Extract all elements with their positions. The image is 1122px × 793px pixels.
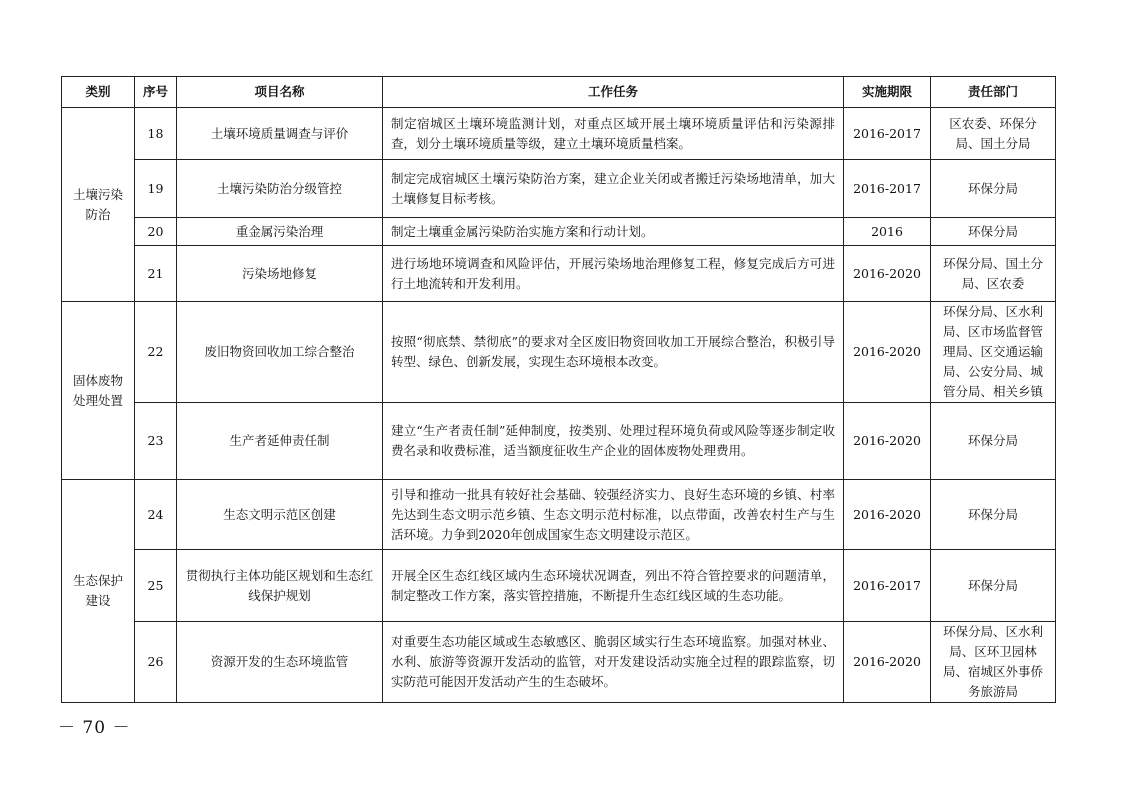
row-department: 环保分局 (931, 403, 1056, 480)
row-department: 环保分局 (931, 550, 1056, 622)
row-period: 2016-2020 (844, 403, 931, 480)
row-task: 开展全区生态红线区域内生态环境状况调查，列出不符合管控要求的问题清单，制定整改工作方案，落实管控措施，不断提升生态红线区域的生态功能。 (383, 550, 844, 622)
row-project-name: 生产者延伸责任制 (177, 403, 383, 480)
row-task: 制定完成宿城区土壤污染防治方案，建立企业关闭或者搬迁污染场地清单，加大土壤修复目标考核。 (383, 160, 844, 218)
row-number: 19 (135, 160, 177, 218)
header-period: 实施期限 (844, 77, 931, 108)
row-period: 2016-2017 (844, 160, 931, 218)
row-period: 2016-2020 (844, 622, 931, 703)
table-row (62, 622, 1056, 703)
header-department: 责任部门 (931, 77, 1056, 108)
header-category: 类别 (62, 77, 135, 108)
row-project-name: 资源开发的生态环境监管 (177, 622, 383, 703)
row-period: 2016-2020 (844, 246, 931, 302)
row-task: 对重要生态功能区域或生态敏感区、脆弱区域实行生态环境监察。加强对林业、水利、旅游等资源开发活动的监管，对开发建设活动实施全过程的跟踪监察，切实防范可能因开发活动产生的生态破坏。 (383, 622, 844, 703)
row-task: 引导和推动一批具有较好社会基础、较强经济实力、良好生态环境的乡镇、村率先达到生态文明示范乡镇、生态文明示范村标准，以点带面，改善农村生产与生活环境。力争到2020年创成国家生态文明建设示范区。 (383, 480, 844, 550)
row-task: 建立“生产者责任制”延伸制度，按类别、处理过程环境负荷或风险等逐步制定收费名录和收费标准，适当额度征收生产企业的固体废物处理费用。 (383, 403, 844, 480)
row-number: 23 (135, 403, 177, 480)
row-number: 21 (135, 246, 177, 302)
row-project-name: 生态文明示范区创建 (177, 480, 383, 550)
row-department: 环保分局 (931, 218, 1056, 246)
row-period: 2016-2020 (844, 302, 931, 403)
table-row (62, 160, 1056, 218)
row-department: 环保分局 (931, 480, 1056, 550)
row-project-name: 废旧物资回收加工综合整治 (177, 302, 383, 403)
row-period: 2016-2020 (844, 480, 931, 550)
table-row (62, 218, 1056, 246)
row-period: 2016 (844, 218, 931, 246)
header-task: 工作任务 (383, 77, 844, 108)
category-cell: 固体废物处理处置 (62, 302, 135, 480)
row-task: 制定土壤重金属污染防治实施方案和行动计划。 (383, 218, 844, 246)
row-number: 22 (135, 302, 177, 403)
row-number: 20 (135, 218, 177, 246)
row-department: 环保分局、区水利局、区环卫园林局、宿城区外事侨务旅游局 (931, 622, 1056, 703)
page-number: － 70 － (58, 718, 131, 738)
row-number: 25 (135, 550, 177, 622)
row-project-name: 重金属污染治理 (177, 218, 383, 246)
row-task: 进行场地环境调查和风险评估，开展污染场地治理修复工程，修复完成后方可进行土地流转和开发利用。 (383, 246, 844, 302)
table-row (62, 108, 1056, 160)
row-project-name: 贯彻执行主体功能区规划和生态红线保护规划 (177, 550, 383, 622)
row-task: 按照“彻底禁、禁彻底”的要求对全区废旧物资回收加工开展综合整治，积极引导转型、绿色、创新发展，实现生态环境根本改变。 (383, 302, 844, 403)
row-department: 环保分局、区水利局、区市场监督管理局、区交通运输局、公安分局、城管分局、相关乡镇 (931, 302, 1056, 403)
row-project-name: 土壤污染防治分级管控 (177, 160, 383, 218)
project-table (61, 76, 1056, 703)
row-task: 制定宿城区土壤环境监测计划，对重点区域开展土壤环境质量评估和污染源排查，划分土壤环境质量等级，建立土壤环境质量档案。 (383, 108, 844, 160)
header-number: 序号 (135, 77, 177, 108)
row-number: 18 (135, 108, 177, 160)
row-period: 2016-2017 (844, 108, 931, 160)
row-project-name: 污染场地修复 (177, 246, 383, 302)
table-row (62, 550, 1056, 622)
row-number: 26 (135, 622, 177, 703)
table-row (62, 246, 1056, 302)
row-number: 24 (135, 480, 177, 550)
header-project-name: 项目名称 (177, 77, 383, 108)
category-cell: 土壤污染防治 (62, 108, 135, 302)
row-project-name: 土壤环境质量调查与评价 (177, 108, 383, 160)
row-department: 区农委、环保分局、国土分局 (931, 108, 1056, 160)
category-cell: 生态保护建设 (62, 480, 135, 703)
table-row (62, 403, 1056, 480)
table-header-row (62, 77, 1056, 108)
row-department: 环保分局、国土分局、区农委 (931, 246, 1056, 302)
row-period: 2016-2017 (844, 550, 931, 622)
table-row (62, 480, 1056, 550)
row-department: 环保分局 (931, 160, 1056, 218)
table-row (62, 302, 1056, 403)
